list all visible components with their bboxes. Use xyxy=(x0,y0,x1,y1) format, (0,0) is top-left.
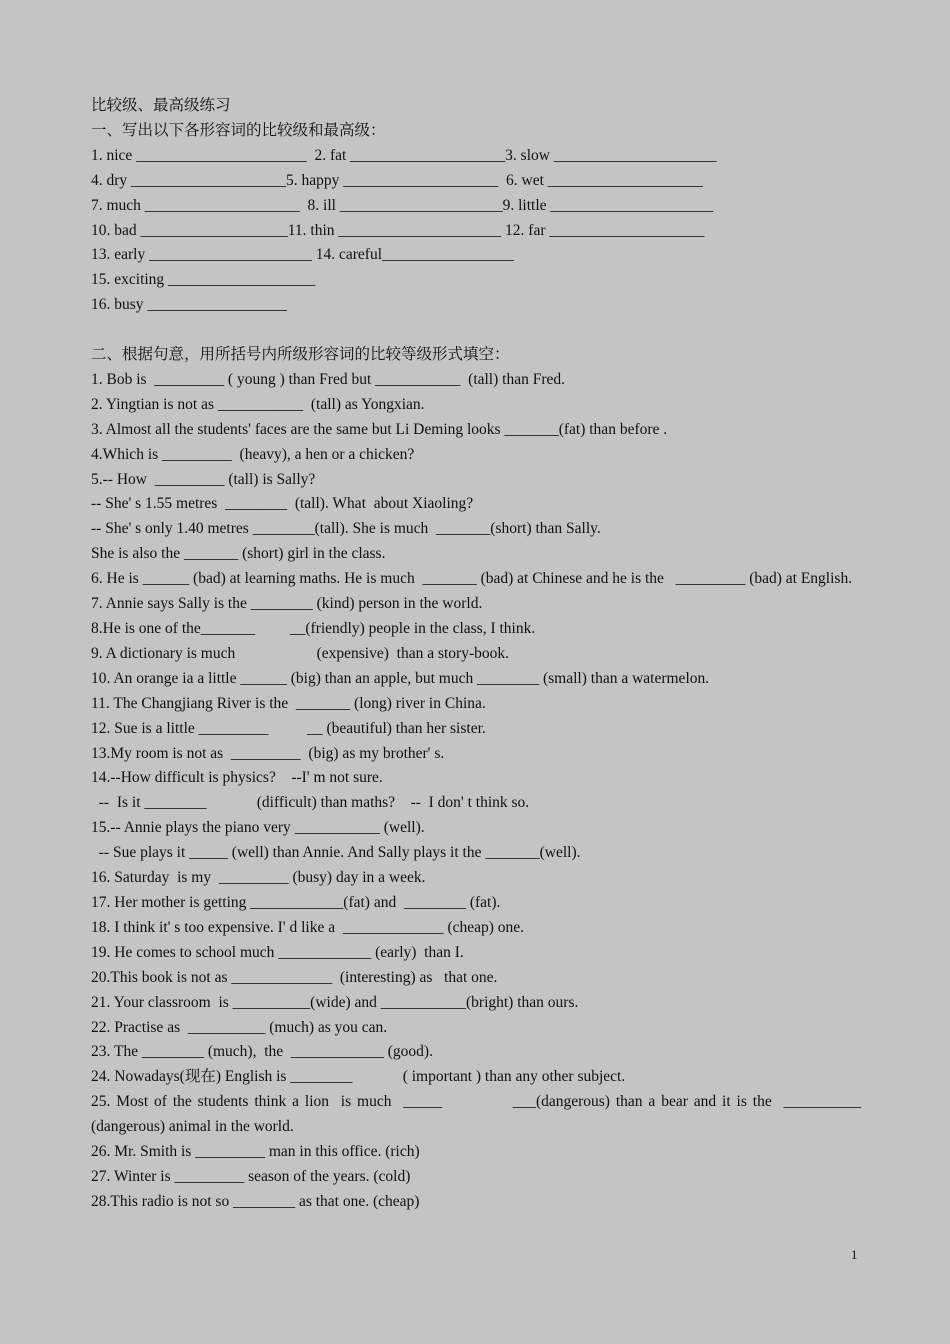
exercise-line: 15.-- Annie plays the piano very ___________ (well). xyxy=(91,819,425,837)
section-2-heading: 二、根据句意，用所括号内所级形容词的比较等级形式填空： xyxy=(91,346,510,364)
exercise-line: -- She' s only 1.40 metres ________(tall). She is much _______(short) than Sally. xyxy=(91,520,601,538)
exercise-line: -- She' s 1.55 metres ________ (tall). What about Xiaoling? xyxy=(91,495,474,513)
exercise-line: -- Is it ________ (difficult) than maths? -- I don' t think so. xyxy=(91,794,530,812)
exercise-line: She is also the _______ (short) girl in the class. xyxy=(91,545,386,563)
exercise-line: 23. The ________ (much), the ____________ (good). xyxy=(91,1043,433,1061)
exercise-line: 18. I think it' s too expensive. I' d like a _____________ (cheap) one. xyxy=(91,918,525,936)
page-number: 1 xyxy=(851,1247,858,1262)
exercise-line: 13.My room is not as _________ (big) as my brother' s. xyxy=(91,744,445,762)
exercise-line: 21. Your classroom is __________(wide) and ___________(bright) than ours. xyxy=(91,993,579,1011)
exercise-line: 17. Her mother is getting ____________(fat) and ________ (fat). xyxy=(91,893,501,911)
exercise-line: 26. Mr. Smith is _________ man in this office. (rich) xyxy=(91,1143,420,1161)
exercise-line: 2. Yingtian is not as ___________ (tall) as Yongxian. xyxy=(91,395,425,413)
exercise-line: 6. He is ______ (bad) at learning maths. He is much _______ (bad) at Chinese and he is the _________ (bad) at English. xyxy=(91,570,853,588)
exercise-line: 1. nice ______________________ 2. fat ____________________3. slow _____________________ xyxy=(91,146,717,164)
exercise-line: 24. Nowadays(现在) English is ________ ( important ) than any other subject. xyxy=(91,1068,626,1086)
page-title: 比较级、最高级练习 xyxy=(91,97,231,114)
exercise-line: 9. A dictionary is much (expensive) than a story-book. xyxy=(91,644,510,662)
exercise-line: 11. The Changjiang River is the _______ (long) river in China. xyxy=(91,694,486,712)
exercise-line: 7. Annie says Sally is the ________ (kind) person in the world. xyxy=(91,595,483,613)
exercise-line: 1. Bob is _________ ( young ) than Fred but ___________ (tall) than Fred. xyxy=(91,370,565,388)
exercise-line: 10. bad ___________________11. thin _____________________ 12. far ____________________ xyxy=(91,221,705,239)
spacer xyxy=(91,318,861,343)
document-body xyxy=(91,94,865,1215)
exercise-line: 4. dry ____________________5. happy ____________________ 6. wet ____________________ xyxy=(91,171,703,189)
exercise-line: -- Sue plays it _____ (well) than Annie. And Sally plays it the _______(well). xyxy=(91,844,581,862)
exercise-line: 27. Winter is _________ season of the years. (cold) xyxy=(91,1167,411,1185)
exercise-line: 14.--How difficult is physics? --I' m not sure. xyxy=(91,769,383,787)
exercise-line: 16. busy __________________ xyxy=(91,296,287,314)
exercise-line: 3. Almost all the students' faces are the same but Li Deming looks _______(fat) than before . xyxy=(91,420,668,438)
exercise-line: 10. An orange ia a little ______ (big) than an apple, but much ________ (small) than a watermelon. xyxy=(91,669,710,687)
exercise-line: 15. exciting ___________________ xyxy=(91,271,316,289)
exercise-line: 28.This radio is not so ________ as that one. (cheap) xyxy=(91,1192,420,1210)
exercise-line: 4.Which is _________ (heavy), a hen or a chicken? xyxy=(91,445,415,463)
exercise-line: 12. Sue is a little _________ __ (beautiful) than her sister. xyxy=(91,719,486,737)
exercise-line: 8.He is one of the_______ __(friendly) people in the class, I think. xyxy=(91,620,536,638)
exercise-line: 5.-- How _________ (tall) is Sally? xyxy=(91,470,316,488)
exercise-line: 22. Practise as __________ (much) as you can. xyxy=(91,1018,388,1036)
exercise-line: 20.This book is not as _____________ (interesting) as that one. xyxy=(91,968,498,986)
exercise-line: 13. early _____________________ 14. careful_________________ xyxy=(91,246,514,264)
exercise-line: 19. He comes to school much ____________ (early) than I. xyxy=(91,943,464,961)
exercise-line: 16. Saturday is my _________ (busy) day in a week. xyxy=(91,869,426,887)
exercise-line: 7. much ____________________ 8. ill _____________________9. little _____________________ xyxy=(91,196,714,214)
exercise-line: 25. Most of the students think a lion is much _____ ___(dangerous) than a bear and it is the __________ (dangerous) animal in the world. xyxy=(91,1093,865,1136)
section-1-heading: 一、写出以下各形容词的比较级和最高级： xyxy=(91,121,386,139)
